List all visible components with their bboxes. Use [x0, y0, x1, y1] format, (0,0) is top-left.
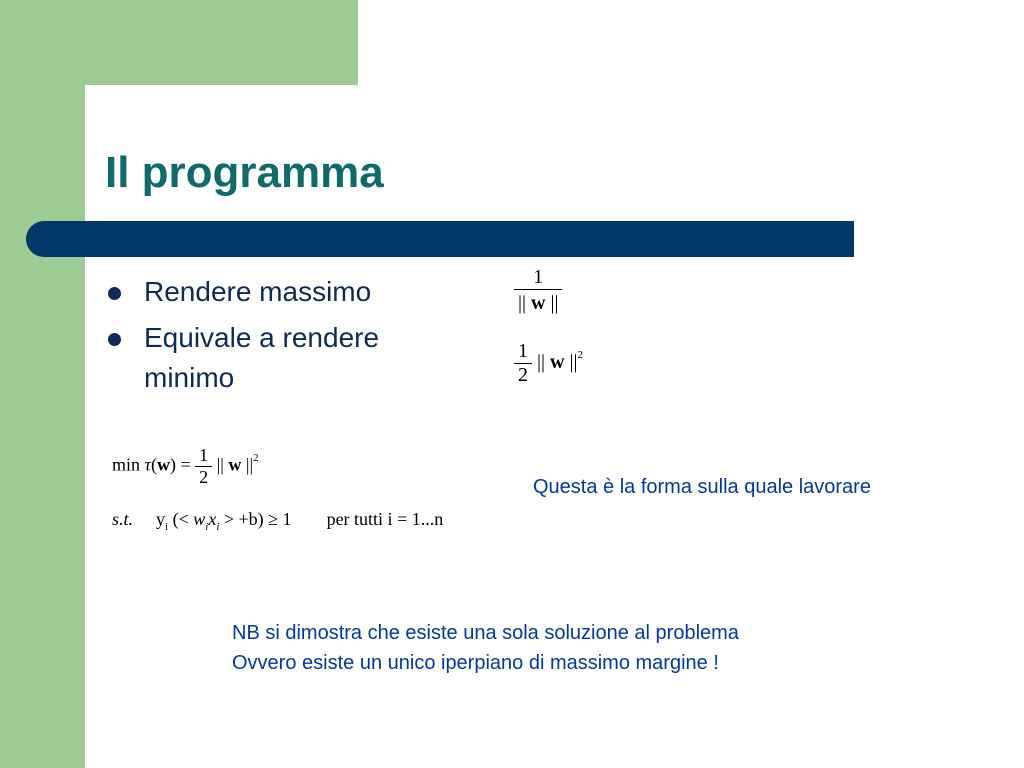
weight-vector: w	[531, 292, 546, 314]
fraction-denominator: 2	[518, 364, 528, 386]
equals-sign: =	[180, 454, 191, 475]
title-underline-bar	[26, 221, 854, 257]
subject-to: s.t.	[112, 509, 134, 529]
fraction-numerator: 1	[514, 340, 532, 364]
bullet-item	[108, 318, 448, 398]
fraction-denominator	[514, 290, 562, 315]
x-symbol: x	[208, 509, 217, 529]
formula-problem-constraint	[112, 509, 444, 533]
bullet-dot-icon	[108, 333, 121, 346]
top-band	[0, 0, 358, 85]
nb-note-line2: Ovvero esiste un unico iperpiano di massimo margine !	[232, 652, 719, 674]
formula-problem-objective	[112, 445, 259, 488]
w-subscript: i	[205, 521, 209, 533]
side-band	[0, 0, 85, 768]
norm-right: ||	[550, 292, 559, 314]
norm-left: ||	[537, 351, 546, 374]
label-y: y	[156, 509, 166, 529]
fraction-numerator: 1	[514, 266, 562, 290]
weight-vector: w	[550, 351, 565, 374]
bullet-list	[108, 272, 448, 404]
fraction	[514, 266, 562, 315]
w-symbol: w	[193, 509, 206, 529]
norm-right: ||	[569, 351, 578, 374]
formula-minimize	[514, 340, 583, 387]
fraction-numerator: 1	[195, 445, 212, 467]
norm-right: ||	[245, 454, 254, 475]
slide-title: Il programma	[105, 148, 384, 197]
form-note: Questa è la forma sulla quale lavorare	[533, 476, 871, 498]
fraction-denominator: 2	[199, 467, 209, 487]
norm-left: ||	[518, 292, 527, 314]
bullet-text: Rendere massimo	[144, 276, 372, 307]
exponent: 2	[577, 349, 583, 362]
paren-close: )	[169, 454, 176, 475]
formula-maximize	[514, 266, 562, 315]
paren-open: (	[150, 454, 157, 475]
weight-vector: w	[156, 454, 170, 475]
label-y-subscript: i	[165, 521, 169, 533]
x-subscript: i	[216, 521, 220, 533]
constraint-rest: > +b) ≥ 1	[223, 509, 292, 529]
inner-product-open: (<	[172, 509, 189, 529]
weight-vector: w	[228, 454, 242, 475]
bullet-dot-icon	[108, 287, 121, 300]
fraction	[514, 340, 532, 387]
bullet-item	[108, 272, 448, 312]
nb-note-line1: NB si dimostra che esiste una sola soluzione al problema	[232, 622, 739, 644]
min-operator: min	[112, 454, 141, 475]
nb-note	[232, 618, 932, 678]
tau-symbol: τ	[144, 454, 151, 475]
exponent: 2	[253, 451, 259, 464]
for-all-clause: per tutti i = 1...n	[326, 509, 444, 529]
norm-left: ||	[216, 454, 224, 475]
bullet-text: Equivale a rendere minimo	[144, 322, 380, 393]
fraction	[195, 445, 212, 488]
